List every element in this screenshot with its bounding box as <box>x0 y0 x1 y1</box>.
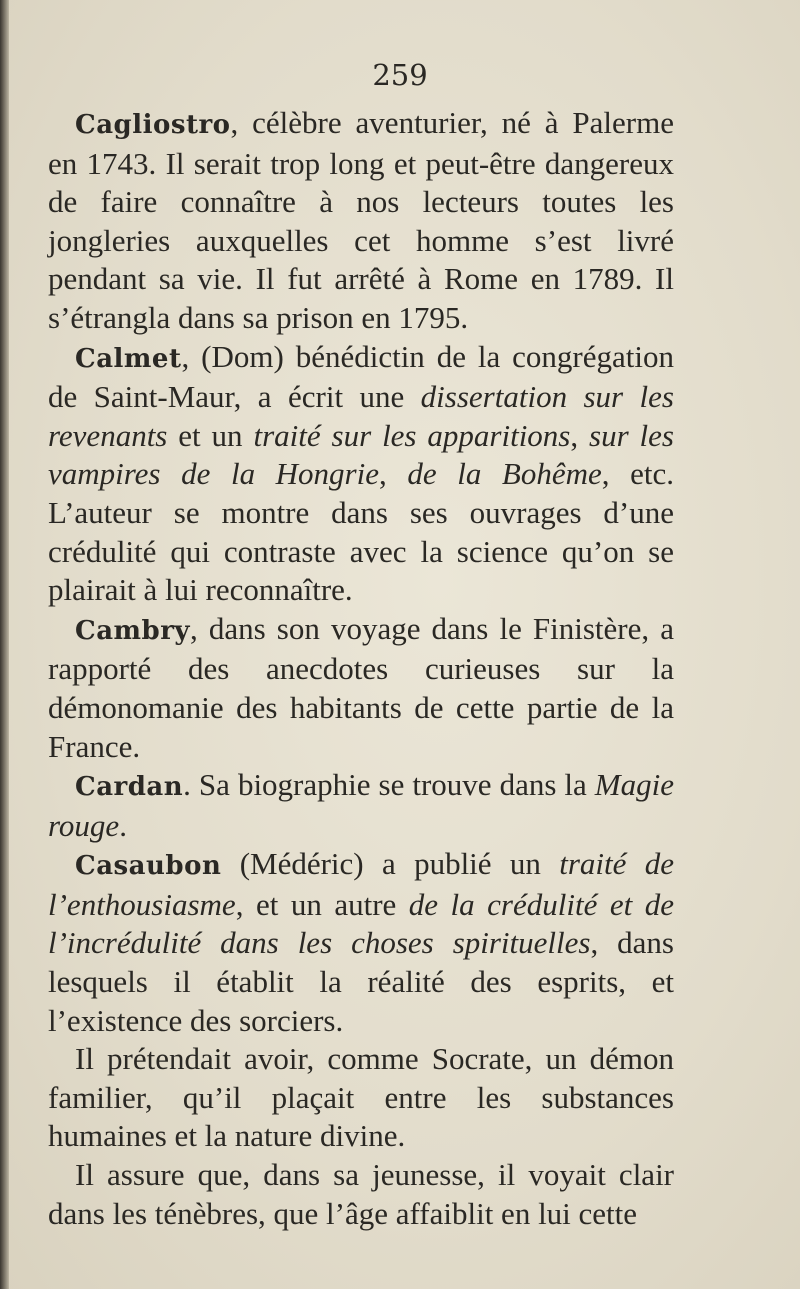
dictionary-entry <box>48 104 674 338</box>
page-spine-edge <box>0 0 9 1289</box>
entry-headword: Calmet <box>75 343 182 374</box>
italic-title: de la crédulité et de l’incrédulité dans les choses spirituelles <box>48 886 674 961</box>
italic-title: sur les vampires de la Hongrie <box>48 417 674 492</box>
entry-text: . <box>119 807 127 843</box>
entry-text: Il assure que, dans sa jeunesse, il voyait clair dans les ténèbres, que l’âge affaiblit en lui cette <box>48 1157 674 1231</box>
entry-text: . Sa biographie se trouve dans la <box>183 767 595 803</box>
entry-headword: Cardan <box>75 772 184 803</box>
entry-text: , et un autre <box>235 886 409 922</box>
italic-title: Magie rouge <box>48 767 674 843</box>
dictionary-entry <box>48 338 674 610</box>
entry-text: Il prétendait avoir, comme Socrate, un démon familier, qu’il plaçait entre les substances humaines et la nature divine. <box>48 1041 674 1154</box>
entry-text: , dans lesquels il établit la réalité des esprits, et l’existence des sorciers. <box>48 925 674 1038</box>
italic-title: dissertation sur les revenants <box>48 379 674 453</box>
entry-text: , (Dom) bénédictin de la congrégation de Saint-Maur, a écrit une <box>48 338 674 415</box>
dictionary-entry <box>48 766 674 845</box>
entry-text: , célèbre aventurier, né à Palerme en 1743. Il serait trop long et peut-être dangereux de faire connaître à nos lecteurs toutes les jongleries auxquelles cet homme s’est livré pendant sa vie. Il fut arrêté à Rome en 1789. Il s’étrangla dans sa prison en 1795. <box>48 105 674 335</box>
entry-text: , dans son voyage dans le Finistère, a rapporté des anecdotes curieuses sur la démonomanie des habitants de cette partie de la France. <box>48 610 674 764</box>
dictionary-entry <box>48 845 674 1040</box>
page-number: 259 <box>372 58 428 92</box>
entry-paragraph <box>48 1156 674 1233</box>
body-text <box>48 104 674 1233</box>
italic-title: de la Bohême <box>407 456 602 492</box>
entry-headword: Casaubon <box>75 851 222 882</box>
entry-text: (Médéric) a publié un <box>221 846 560 882</box>
dictionary-entry <box>48 610 674 766</box>
entry-headword: Cambry <box>75 615 191 646</box>
italic-title: traité sur les apparitions <box>253 417 571 453</box>
entry-headword: Cagliostro <box>75 110 231 140</box>
entry-text: , <box>379 456 408 492</box>
entry-text: , <box>570 417 590 453</box>
italic-title: traité de l’enthousiasme <box>48 846 674 922</box>
entry-text: , etc. L’auteur se montre dans ses ouvrages d’une crédulité qui contraste avec la science qu’on se plairait à lui reconnaître. <box>48 456 675 608</box>
entry-text: et un <box>167 417 254 453</box>
entry-paragraph <box>48 1040 674 1156</box>
